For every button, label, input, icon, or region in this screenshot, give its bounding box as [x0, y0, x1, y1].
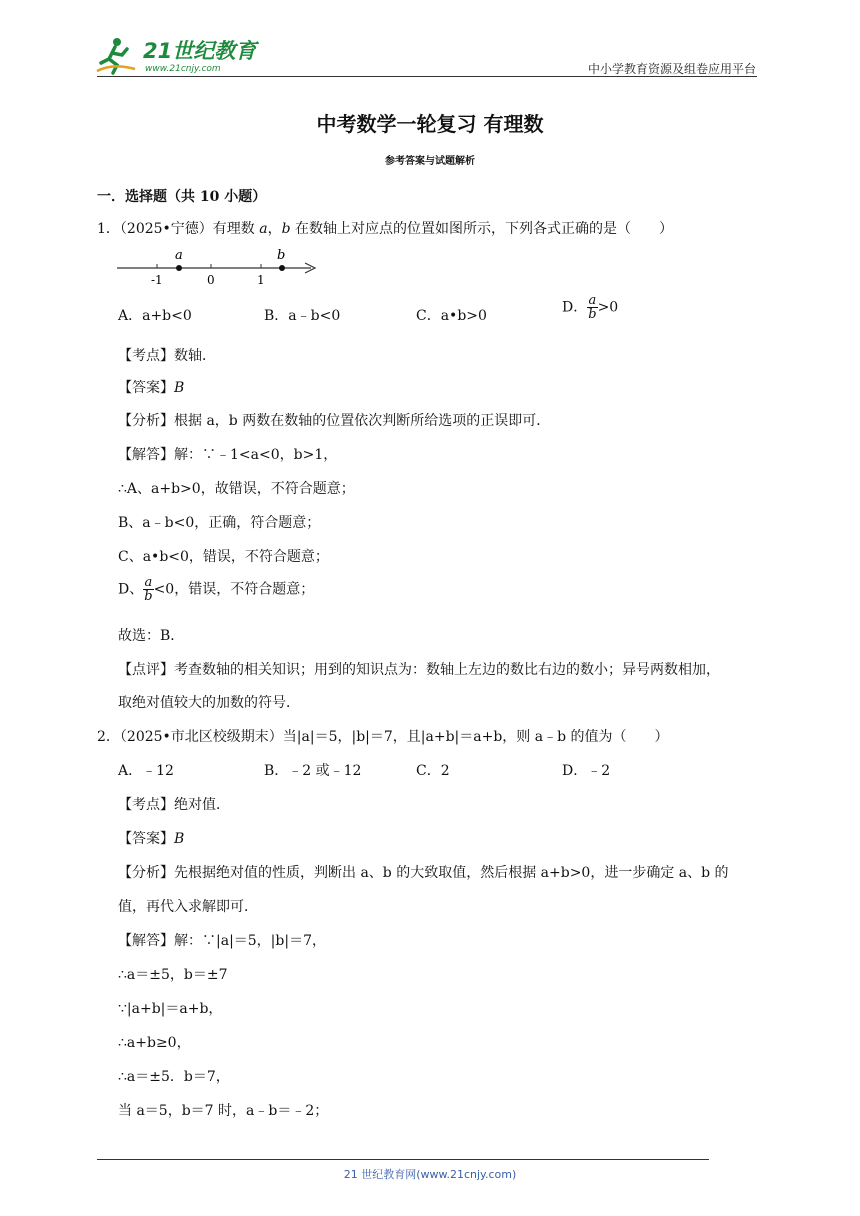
number-line-figure	[115, 244, 320, 286]
runner-icon	[97, 38, 135, 73]
q1-dianping-2: 取绝对值较大的加数的符号．	[118, 695, 300, 711]
site-logo	[95, 33, 260, 77]
svg-text:a: a	[175, 248, 183, 263]
page-subtitle: 参考答案与试题解析	[385, 156, 475, 167]
q1-stem: 1．（2025•宁德）有理数 a，b 在数轴上对应点的位置如图所示，下列各式正确的是（ ）	[97, 221, 674, 237]
q2-option-c: C．2	[416, 763, 450, 779]
q1-answer: 【答案】B	[118, 380, 185, 396]
svg-text:0: 0	[207, 273, 215, 286]
q2-option-a: A．﹣12	[118, 763, 174, 779]
footer-text[interactable]: 21 世纪教育网(www.21cnjy.com)	[343, 1168, 517, 1181]
section-heading: 一．选择题（共 10 小题）	[97, 189, 267, 205]
q1-line-d: D、 $\frac{a}{b}$ <0，错误，不符合题意；	[118, 575, 315, 604]
point-b	[279, 265, 285, 271]
q2-jieda: 【解答】解：∵|a|＝5，|b|＝7，	[118, 933, 326, 949]
q2-stem: 2．（2025•市北区校级期末）当|a|＝5，|b|＝7，且|a+b|＝a+b，则 a﹣b 的值为（ ）	[97, 729, 669, 745]
svg-text:1: 1	[257, 273, 265, 286]
q2-option-b: B．﹣2 或﹣12	[264, 763, 362, 779]
logo-text: 21世纪教育	[143, 39, 257, 63]
q2-step-1: ∴a＝±5，b＝±7	[118, 967, 228, 983]
q1-option-a: A．a+b<0	[118, 308, 192, 324]
q1-jieda: 【解答】解：∵﹣1<a<0，b>1，	[118, 447, 338, 463]
platform-name: 中小学教育资源及组卷应用平台	[587, 62, 756, 76]
q2-kaodian: 【考点】绝对值．	[118, 797, 230, 813]
q2-option-d: D．﹣2	[562, 763, 611, 779]
q1-option-c: C．a•b>0	[416, 308, 487, 324]
q2-answer: 【答案】B	[118, 831, 185, 847]
q1-kaodian: 【考点】数轴．	[118, 348, 216, 364]
footer-divider	[97, 1159, 709, 1160]
page-title: 中考数学一轮复习 有理数	[316, 112, 544, 136]
logo-url: www.21cnjy.com	[145, 64, 221, 74]
q1-fenxi: 【分析】根据 a，b 两数在数轴的位置依次判断所给选项的正误即可．	[118, 413, 551, 429]
q1-dianping-1: 【点评】考查数轴的相关知识；用到的知识点为：数轴上左边的数比右边的数小；异号两数相加，	[118, 662, 720, 678]
svg-text:-1: -1	[151, 273, 163, 286]
q2-step-5: 当 a＝5，b＝7 时，a﹣b＝﹣2；	[118, 1103, 329, 1119]
q2-step-4: ∴a＝±5．b＝7，	[118, 1069, 230, 1085]
q1-line-a: ∴A、a+b>0，故错误，不符合题意；	[118, 481, 355, 497]
svg-text:b: b	[277, 248, 286, 263]
q2-step-3: ∴a+b≥0，	[118, 1035, 191, 1051]
q1-option-d: D． $\frac{a}{b}$ >0	[562, 293, 619, 322]
q1-line-c: C、a•b<0，错误，不符合题意；	[118, 549, 329, 565]
q1-line-b: B、a﹣b<0，正确，符合题意；	[118, 515, 321, 531]
q1-choose: 故选：B．	[118, 628, 185, 644]
q2-step-2: ∵|a+b|＝a+b，	[118, 1001, 223, 1017]
q2-fenxi-2: 值，再代入求解即可．	[118, 899, 258, 915]
point-a	[176, 265, 182, 271]
q1-option-b: B．a﹣b<0	[264, 308, 341, 324]
q2-fenxi-1: 【分析】先根据绝对值的性质，判断出 a、b 的大致取值，然后根据 a+b>0，进一步确定 a、b 的	[118, 865, 729, 881]
header-divider	[97, 76, 757, 77]
